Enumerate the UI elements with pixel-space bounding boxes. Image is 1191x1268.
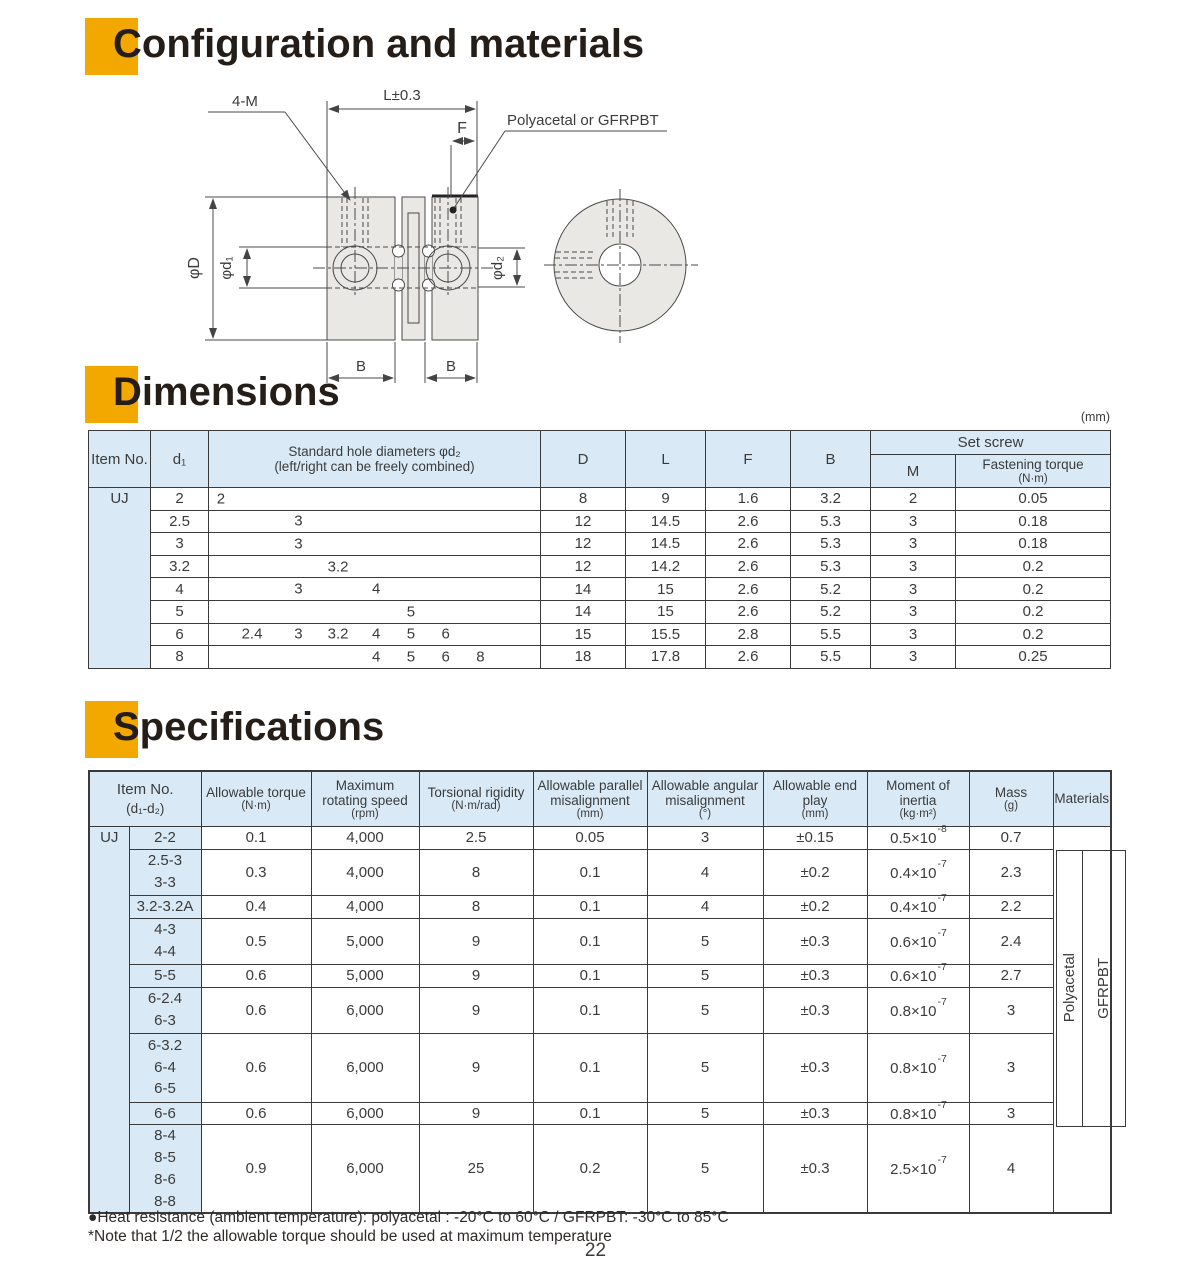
cell-endplay: ±0.3 [763, 918, 867, 964]
dims-row [89, 533, 1111, 556]
cell-speed: 4,000 [311, 849, 419, 895]
col-header-L: L [626, 431, 706, 488]
cell-torque: 0.18 [956, 510, 1111, 533]
item-no-cell: UJ [89, 826, 129, 1213]
cell-angular: 4 [647, 895, 763, 918]
spec-row [89, 849, 1111, 895]
cell-speed: 6,000 [311, 1033, 419, 1102]
coupling-technical-drawing [175, 85, 735, 390]
cell-D: 14 [541, 578, 626, 601]
label-phi-d1: φd₁ [218, 256, 235, 280]
dims-row [89, 578, 1111, 601]
cell-endplay: ±0.3 [763, 1125, 867, 1214]
col-header-item-no: Item No. (d₁-d₂) [89, 771, 201, 826]
cell-angular: 5 [647, 1125, 763, 1214]
label-material-callout: Polyacetal or GFRPBT [507, 112, 659, 129]
label-4m: 4-M [232, 93, 258, 110]
cell-D: 8 [541, 488, 626, 511]
cell-L: 17.8 [626, 646, 706, 669]
label-b-left: B [355, 358, 367, 375]
cell-endplay: ±0.2 [763, 849, 867, 895]
label-length: L±0.3 [383, 87, 421, 104]
cell-mass: 0.7 [969, 826, 1053, 849]
cell-F: 2.6 [706, 578, 791, 601]
side-view [313, 187, 493, 340]
cell-torque: 0.6 [201, 987, 311, 1033]
col-header-parallel-misalignment: Allowable parallel misalignment (mm) [533, 771, 647, 826]
col-header-holes [209, 431, 541, 488]
cell-torque: 0.9 [201, 1125, 311, 1214]
cell-parallel: 0.1 [533, 987, 647, 1033]
cell-inertia: $0.4\times 10^{-7}$ [867, 849, 969, 895]
spec-row [89, 826, 1111, 849]
material-polyacetal: Polyacetal [1060, 953, 1078, 1023]
dims-row [89, 623, 1111, 646]
item-no-cell: UJ [89, 488, 151, 669]
section-title: Dimensions [113, 370, 340, 414]
cell-M: 2 [871, 488, 956, 511]
cell-size: 6-2.4 6-3 [129, 987, 201, 1033]
cell-d1: 5 [151, 600, 209, 623]
cell-inertia: $0.5\times 10^{-8}$ [867, 826, 969, 849]
cell-torque: 0.6 [201, 1102, 311, 1125]
cell-rigidity: 2.5 [419, 826, 533, 849]
cell-inertia: $0.4\times 10^{-7}$ [867, 895, 969, 918]
cell-inertia: $0.8\times 10^{-7}$ [867, 1033, 969, 1102]
col-header-angular-misalignment: Allowable angular misalignment (°) [647, 771, 763, 826]
cell-F: 1.6 [706, 488, 791, 511]
cell-inertia: $2.5\times 10^{-7}$ [867, 1125, 969, 1214]
label-phi-d2: φd₂ [489, 256, 506, 280]
cell-angular: 4 [647, 849, 763, 895]
col-header-moment-of-inertia: Moment of inertia (kg·m²) [867, 771, 969, 826]
cell-B: 5.2 [791, 600, 871, 623]
col-header-item-no: Item No. [89, 431, 151, 488]
cell-speed: 5,000 [311, 964, 419, 987]
cell-parallel: 0.1 [533, 849, 647, 895]
cell-parallel: 0.1 [533, 964, 647, 987]
cell-d1: 4 [151, 578, 209, 601]
dims-row [89, 555, 1111, 578]
cell-endplay: ±0.2 [763, 895, 867, 918]
cell-d1: 2.5 [151, 510, 209, 533]
spec-row [89, 964, 1111, 987]
cell-D: 12 [541, 510, 626, 533]
cell-rigidity: 9 [419, 918, 533, 964]
cell-L: 15.5 [626, 623, 706, 646]
cell-B: 5.5 [791, 623, 871, 646]
cell-torque: 0.2 [956, 600, 1111, 623]
cell-F: 2.6 [706, 533, 791, 556]
cell-torque: 0.2 [956, 578, 1111, 601]
cell-speed: 4,000 [311, 826, 419, 849]
cell-holes: 3 [209, 533, 541, 556]
col-header-d1: d₁ [151, 431, 209, 488]
cell-torque: 0.4 [201, 895, 311, 918]
col-header-D: D [541, 431, 626, 488]
cell-torque: 0.18 [956, 533, 1111, 556]
cell-holes: 2 [209, 488, 541, 511]
spec-row [89, 895, 1111, 918]
cell-mass: 2.3 [969, 849, 1053, 895]
footnote-heat-resistance: ●Heat resistance (ambient temperature): polyacetal : -20°C to 60°C / GFRPBT: -30°C to 85°C [88, 1209, 729, 1226]
cell-mass: 2.4 [969, 918, 1053, 964]
cell-d1: 3 [151, 533, 209, 556]
cell-speed: 6,000 [311, 1102, 419, 1125]
cell-torque: 0.1 [201, 826, 311, 849]
cell-M: 3 [871, 533, 956, 556]
col-header-M: M [871, 455, 956, 488]
cell-rigidity: 9 [419, 1033, 533, 1102]
cell-rigidity: 9 [419, 987, 533, 1033]
cell-B: 5.3 [791, 555, 871, 578]
cell-M: 3 [871, 555, 956, 578]
cell-d1: 2 [151, 488, 209, 511]
cell-angular: 5 [647, 918, 763, 964]
cell-inertia: $0.8\times 10^{-7}$ [867, 1102, 969, 1125]
cell-angular: 5 [647, 987, 763, 1033]
cell-L: 14.2 [626, 555, 706, 578]
page-number: 22 [584, 1240, 607, 1261]
cell-torque: 0.6 [201, 1033, 311, 1102]
cell-B: 5.5 [791, 646, 871, 669]
cell-inertia: $0.6\times 10^{-7}$ [867, 918, 969, 964]
cell-d1: 6 [151, 623, 209, 646]
cell-L: 15 [626, 600, 706, 623]
col-header-B: B [791, 431, 871, 488]
cell-torque: 0.3 [201, 849, 311, 895]
cell-L: 15 [626, 578, 706, 601]
dims-row [89, 600, 1111, 623]
cell-parallel: 0.1 [533, 918, 647, 964]
cell-mass: 4 [969, 1125, 1053, 1214]
cell-size: 2.5-3 3-3 [129, 849, 201, 895]
cell-parallel: 0.05 [533, 826, 647, 849]
cell-rigidity: 8 [419, 849, 533, 895]
cell-angular: 5 [647, 1102, 763, 1125]
spec-row [89, 918, 1111, 964]
cell-parallel: 0.1 [533, 895, 647, 918]
cell-mass: 3 [969, 1102, 1053, 1125]
dims-row [89, 488, 1111, 511]
col-header-torsional-rigidity: Torsional rigidity (N·m/rad) [419, 771, 533, 826]
cell-torque: 0.6 [201, 964, 311, 987]
cell-size: 2-2 [129, 826, 201, 849]
cell-F: 2.6 [706, 646, 791, 669]
label-b-right: B [445, 358, 457, 375]
dimensions-table [88, 430, 1111, 669]
spec-row [89, 987, 1111, 1033]
cell-endplay: ±0.15 [763, 826, 867, 849]
cell-size: 6-3.2 6-4 6-5 [129, 1033, 201, 1102]
cell-endplay: ±0.3 [763, 1102, 867, 1125]
cell-B: 5.3 [791, 510, 871, 533]
col-header-allowable-torque: Allowable torque (N·m) [201, 771, 311, 826]
section-title: Specifications [113, 705, 385, 749]
cell-M: 3 [871, 646, 956, 669]
cell-holes: 3 4 [209, 578, 541, 601]
cell-torque: 0.2 [956, 623, 1111, 646]
cell-D: 15 [541, 623, 626, 646]
material-gfrpbt: GFRPBT [1094, 957, 1112, 1019]
label-f: F [457, 120, 467, 137]
cell-B: 3.2 [791, 488, 871, 511]
gfrpbt-range-box [1082, 850, 1126, 1127]
cell-parallel: 0.1 [533, 1033, 647, 1102]
section-title: Configuration and materials [113, 22, 645, 66]
spec-row [89, 1033, 1111, 1102]
cell-B: 5.3 [791, 533, 871, 556]
dims-row [89, 510, 1111, 533]
holes-header-line1: Standard hole diameters φd₂ [288, 443, 461, 459]
cell-d1: 3.2 [151, 555, 209, 578]
cell-size: 4-3 4-4 [129, 918, 201, 964]
cell-torque: 0.05 [956, 488, 1111, 511]
cell-L: 9 [626, 488, 706, 511]
cell-M: 3 [871, 510, 956, 533]
polyacetal-range-box [1056, 850, 1083, 1127]
cell-angular: 5 [647, 964, 763, 987]
col-header-set-screw: Set screw [871, 431, 1111, 455]
cell-mass: 2.2 [969, 895, 1053, 918]
cell-rigidity: 9 [419, 1102, 533, 1125]
label-phi-d: φD [186, 257, 203, 279]
dims-row [89, 646, 1111, 669]
cell-rigidity: 25 [419, 1125, 533, 1214]
cell-mass: 3 [969, 987, 1053, 1033]
cell-holes: 3.2 [209, 555, 541, 578]
torque-header-unit: (N·m) [1018, 472, 1048, 485]
cell-holes: 2.4 3 3.2 4 5 6 [209, 623, 541, 646]
cell-endplay: ±0.3 [763, 964, 867, 987]
cell-speed: 5,000 [311, 918, 419, 964]
cell-D: 12 [541, 555, 626, 578]
cell-M: 3 [871, 578, 956, 601]
cell-size: 6-6 [129, 1102, 201, 1125]
cell-F: 2.8 [706, 623, 791, 646]
cell-holes: 4 5 6 8 [209, 646, 541, 669]
col-header-F: F [706, 431, 791, 488]
footnote-torque-note: *Note that 1/2 the allowable torque should be used at maximum temperature [88, 1228, 612, 1245]
cell-mass: 2.7 [969, 964, 1053, 987]
cell-endplay: ±0.3 [763, 987, 867, 1033]
torque-header-line1: Fastening torque [982, 457, 1084, 473]
cell-torque: 0.5 [201, 918, 311, 964]
cell-speed: 6,000 [311, 1125, 419, 1214]
cell-D: 12 [541, 533, 626, 556]
cell-M: 3 [871, 600, 956, 623]
spec-row [89, 1102, 1111, 1125]
cell-inertia: $0.6\times 10^{-7}$ [867, 964, 969, 987]
cell-parallel: 0.1 [533, 1102, 647, 1125]
cell-holes: 3 [209, 510, 541, 533]
cell-D: 14 [541, 600, 626, 623]
cell-F: 2.6 [706, 555, 791, 578]
cell-d1: 8 [151, 646, 209, 669]
unit-note: (mm) [1080, 410, 1110, 424]
cell-L: 14.5 [626, 533, 706, 556]
cell-rigidity: 8 [419, 895, 533, 918]
cell-torque: 0.2 [956, 555, 1111, 578]
cell-angular: 3 [647, 826, 763, 849]
cell-D: 18 [541, 646, 626, 669]
col-header-mass: Mass (g) [969, 771, 1053, 826]
cell-torque: 0.25 [956, 646, 1111, 669]
spec-row [89, 1125, 1111, 1214]
front-view [544, 189, 698, 343]
col-header-materials: Materials [1053, 771, 1111, 826]
cell-rigidity: 9 [419, 964, 533, 987]
cell-F: 2.6 [706, 510, 791, 533]
cell-L: 14.5 [626, 510, 706, 533]
cell-angular: 5 [647, 1033, 763, 1102]
col-header-end-play: Allowable end play (mm) [763, 771, 867, 826]
materials-cell [1053, 826, 1111, 1213]
col-header-max-speed: Maximum rotating speed (rpm) [311, 771, 419, 826]
cell-parallel: 0.2 [533, 1125, 647, 1214]
cell-F: 2.6 [706, 600, 791, 623]
specifications-table [88, 770, 1112, 1214]
cell-B: 5.2 [791, 578, 871, 601]
cell-M: 3 [871, 623, 956, 646]
cell-size: 3.2-3.2A [129, 895, 201, 918]
cell-speed: 4,000 [311, 895, 419, 918]
cell-size: 8-4 8-5 8-6 8-8 [129, 1125, 201, 1214]
cell-holes: 5 [209, 600, 541, 623]
cell-endplay: ±0.3 [763, 1033, 867, 1102]
cell-size: 5-5 [129, 964, 201, 987]
cell-inertia: $0.8\times 10^{-7}$ [867, 987, 969, 1033]
holes-header-line2: (left/right can be freely combined) [274, 459, 475, 474]
cell-speed: 6,000 [311, 987, 419, 1033]
col-header-fastening-torque [956, 455, 1111, 488]
cell-mass: 3 [969, 1033, 1053, 1102]
